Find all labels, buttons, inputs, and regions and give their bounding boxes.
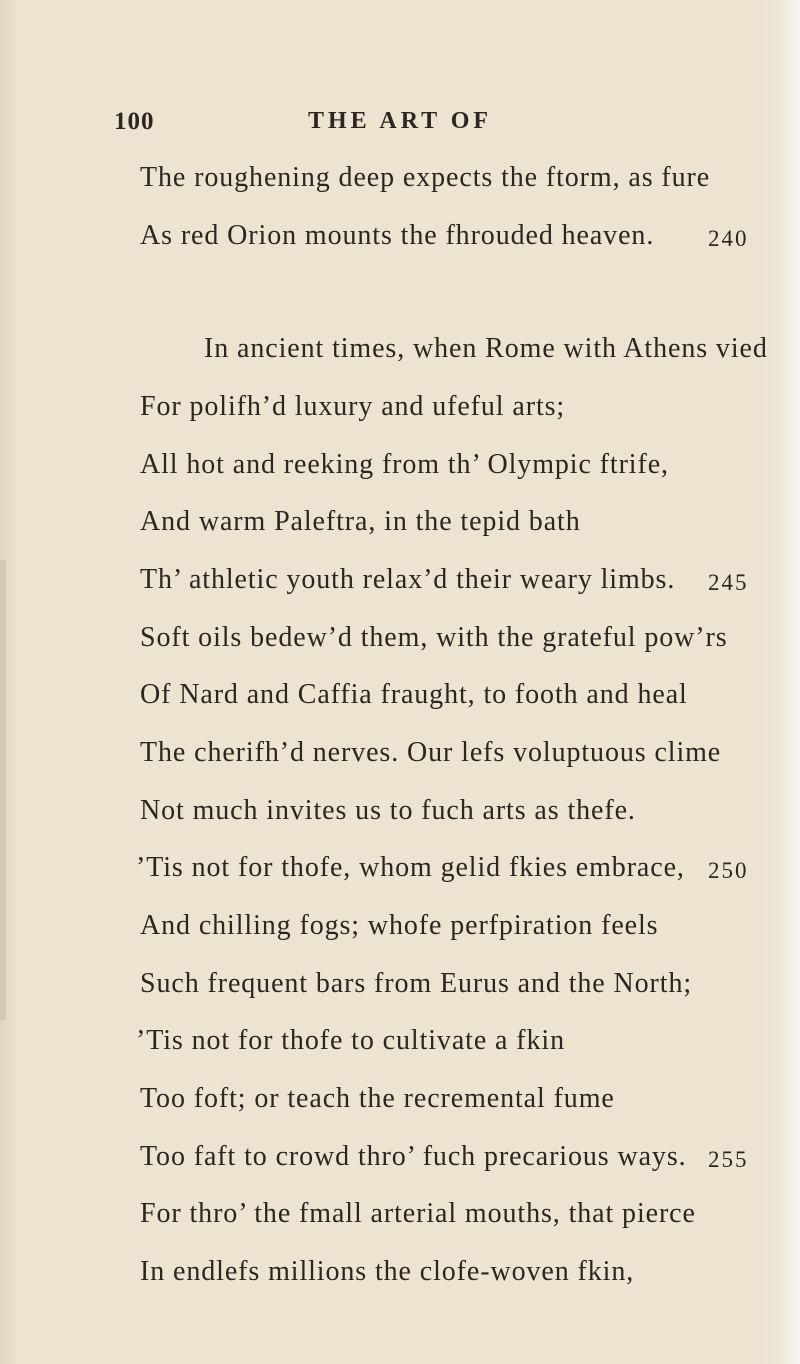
- line-number: 245: [708, 570, 749, 595]
- verse-line: ’Tis not for thofe to cultivate a fkin: [136, 1025, 565, 1056]
- line-number: 240: [708, 226, 749, 251]
- verse-line: Not much invites us to fuch arts as thefe.: [140, 795, 636, 826]
- verse-line: And warm Paleftra, in the tepid bath: [140, 506, 581, 537]
- verse-line: Too faft to crowd thro’ fuch precarious ways.: [140, 1141, 687, 1172]
- verse-line: The cherifh’d nerves. Our lefs voluptuous clime: [140, 737, 722, 768]
- page-edge-highlight: [778, 0, 800, 1364]
- verse-line: The roughening deep expects the ftorm, as fure: [140, 162, 711, 193]
- verse-line: Of Nard and Caffia fraught, to footh and heal: [140, 679, 688, 710]
- verse-line: And chilling fogs; whofe perfpiration feels: [140, 910, 659, 941]
- page-number: 100: [114, 108, 155, 135]
- verse-line: For thro’ the fmall arterial mouths, that pierce: [140, 1198, 696, 1229]
- line-number: 250: [708, 858, 749, 883]
- verse-line: Such frequent bars from Eurus and the North;: [140, 968, 693, 999]
- page-edge-shadow: [0, 560, 6, 1020]
- line-number: 255: [708, 1147, 749, 1172]
- verse-line: As red Orion mounts the fhrouded heaven.: [140, 220, 655, 251]
- page-header: [0, 108, 800, 144]
- verse-line: ’Tis not for thofe, whom gelid fkies embrace,: [136, 852, 685, 883]
- verse-line: In endlefs millions the clofe-woven fkin,: [140, 1256, 635, 1287]
- verse-line: For polifh’d luxury and ufeful arts;: [140, 391, 566, 422]
- verse-line: All hot and reeking from th’ Olympic ftrife,: [140, 449, 669, 480]
- verse-line: In ancient times, when Rome with Athens vied: [204, 333, 768, 364]
- verse-line: Th’ athletic youth relax’d their weary limbs.: [140, 564, 676, 595]
- verse-line: Too foft; or teach the recremental fume: [140, 1083, 615, 1114]
- running-head: THE ART OF: [308, 108, 493, 134]
- verse-line: Soft oils bedew’d them, with the grateful pow’rs: [140, 622, 728, 653]
